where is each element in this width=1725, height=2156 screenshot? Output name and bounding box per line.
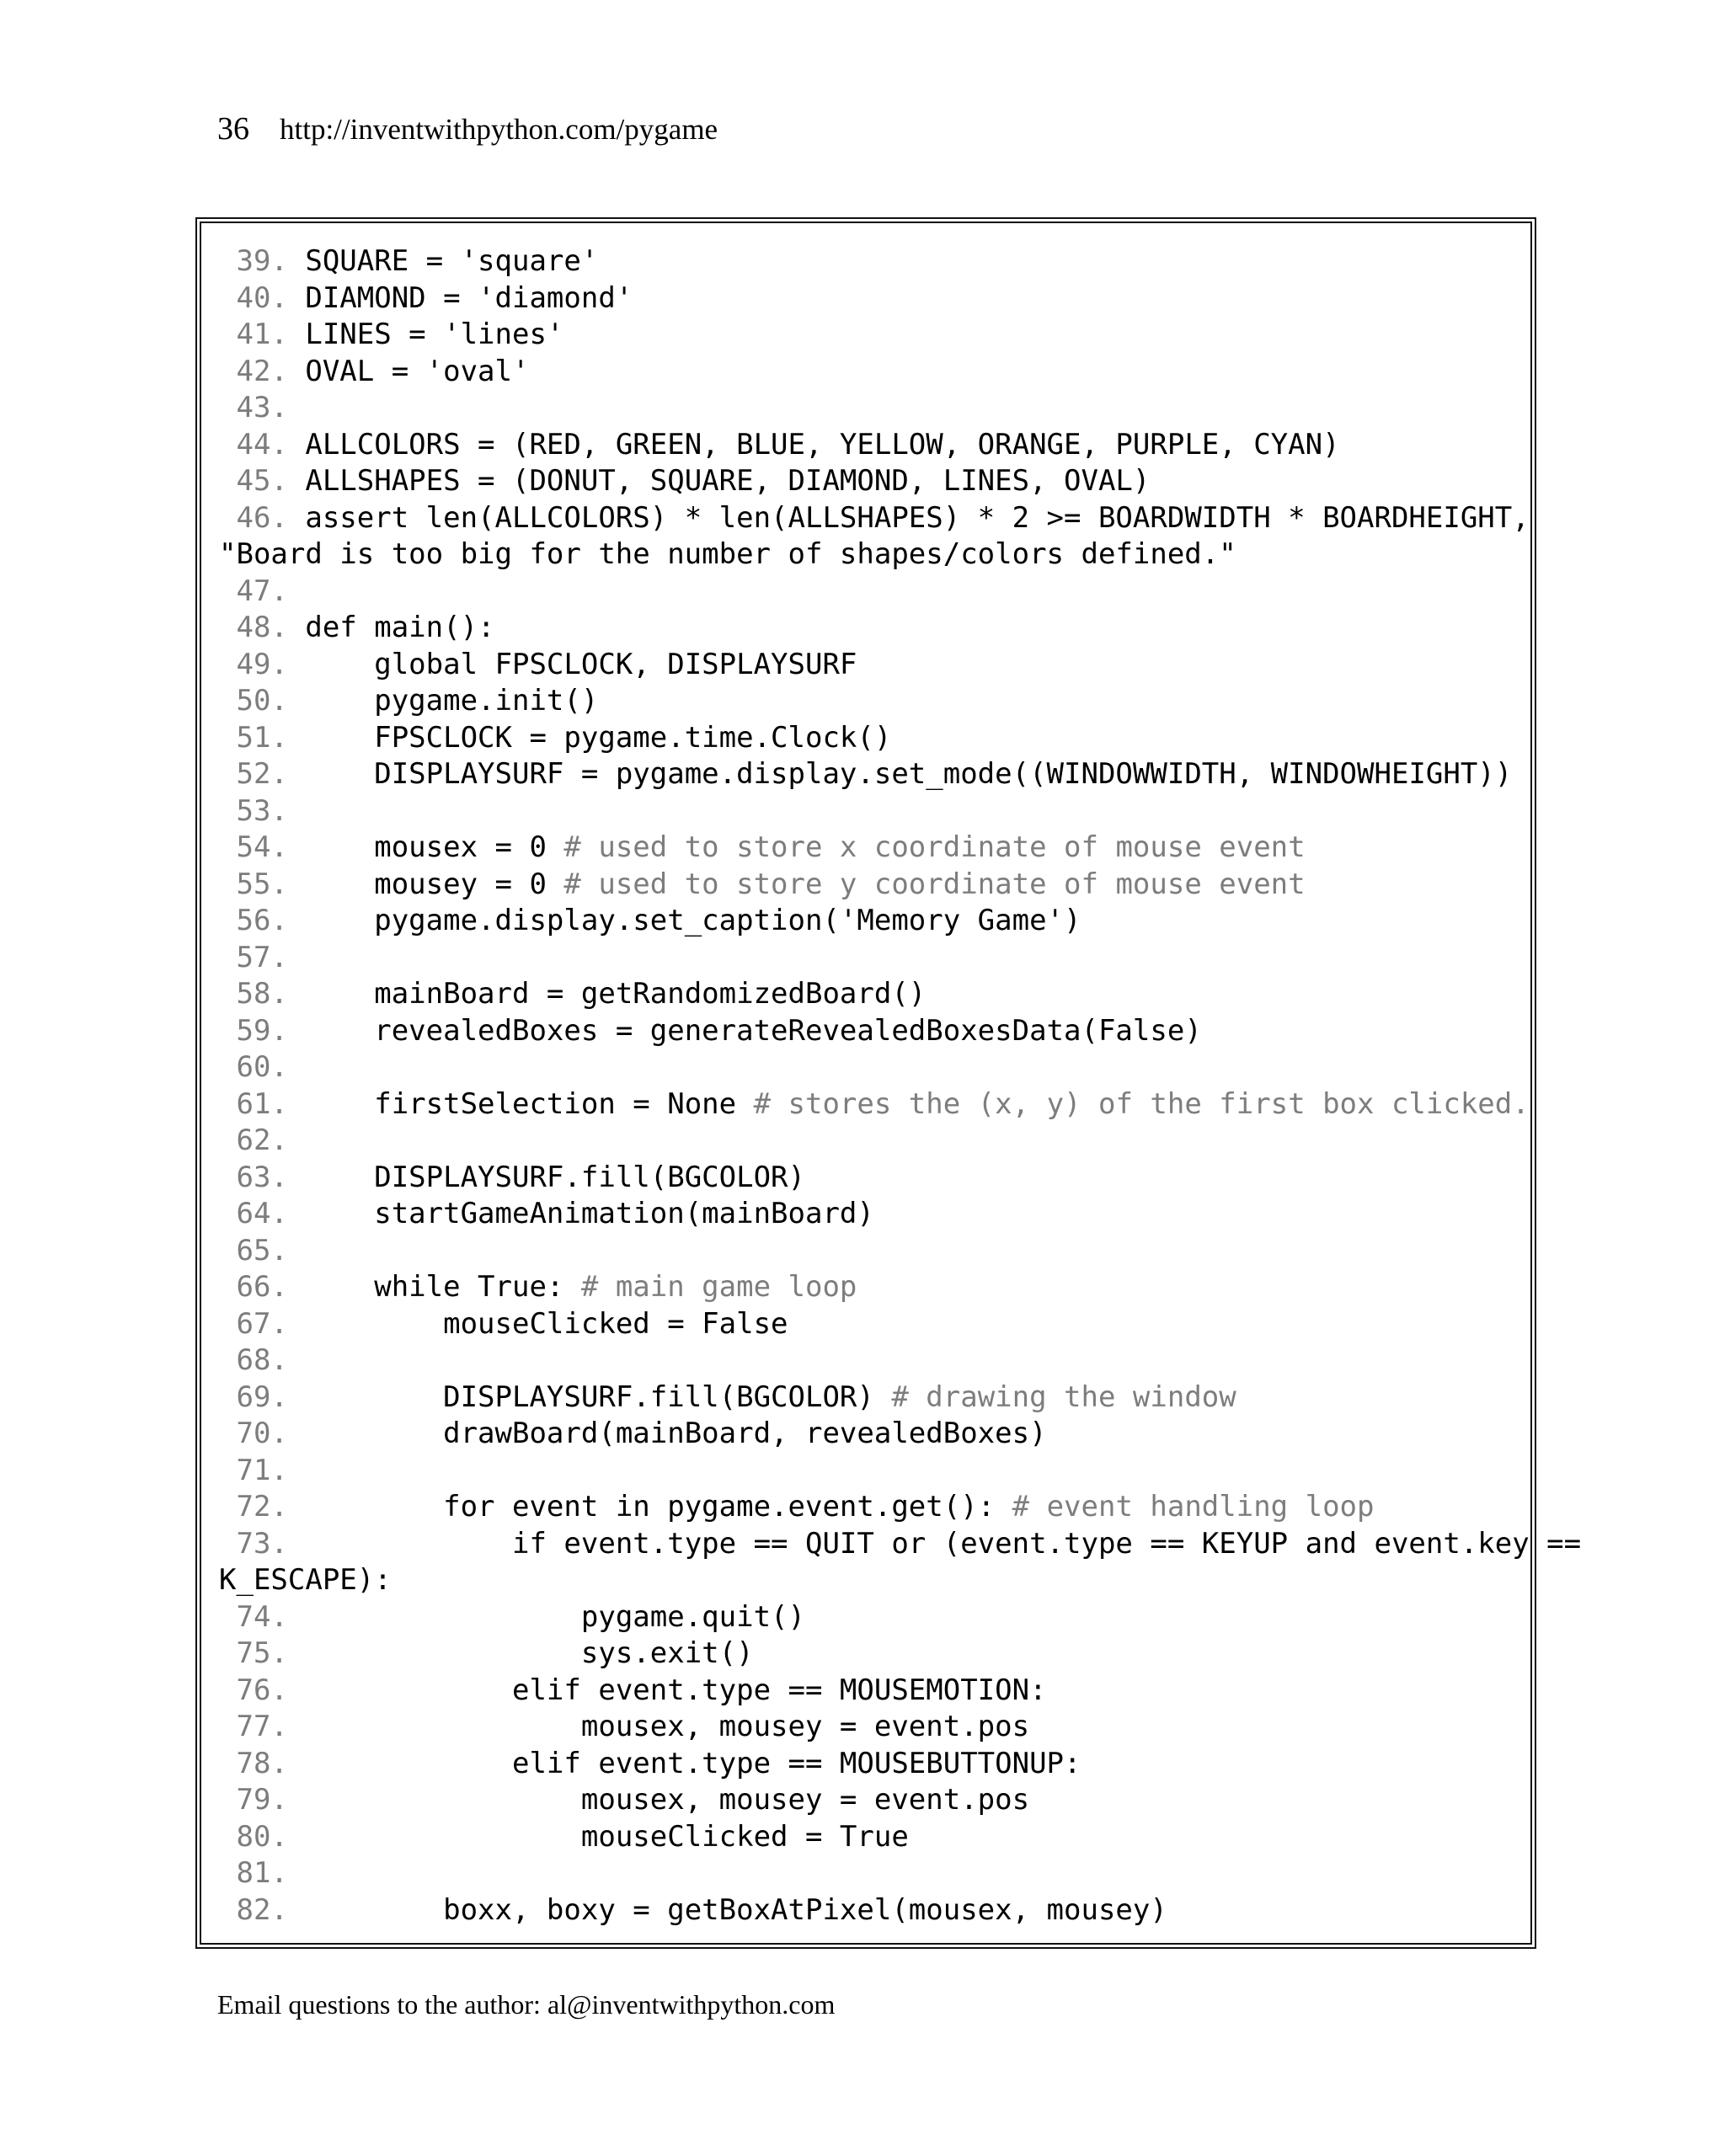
line-number: 76.: [219, 1673, 306, 1707]
code-text: LINES = 'lines': [305, 318, 564, 351]
line-number: 40.: [219, 280, 306, 315]
code-line: [219, 243, 1508, 280]
line-number: 53.: [219, 793, 306, 828]
code-line-continuation: [219, 1562, 1508, 1599]
code-text: pygame.quit(): [305, 1599, 805, 1634]
line-number: 57.: [219, 940, 306, 974]
code-text: ALLSHAPES = (DONUT, SQUARE, DIAMOND, LINES, OVAL): [305, 464, 1151, 498]
code-line: [219, 574, 1508, 611]
code-comment: # used to store x coordinate of mouse event: [563, 830, 1306, 864]
line-number: 52.: [219, 757, 306, 791]
line-number: 39.: [219, 244, 306, 278]
code-line: [219, 1233, 1508, 1270]
code-text: elif event.type == MOUSEMOTION:: [305, 1673, 1047, 1707]
code-line: [219, 1086, 1530, 1123]
code-text: if event.type == QUIT or (event.type == KEYUP and event.key ==: [305, 1526, 1582, 1561]
code-line: [219, 1416, 1508, 1453]
code-line: [219, 1746, 1508, 1783]
line-number: 67.: [219, 1306, 306, 1341]
line-number: 70.: [219, 1417, 306, 1450]
code-text: mousex, mousey = event.pos: [305, 1710, 1030, 1743]
code-text: boxx, boxy = getBoxAtPixel(mousex, mousey): [305, 1892, 1167, 1927]
code-line: [219, 1269, 1508, 1306]
code-line: [219, 1489, 1508, 1526]
code-text: SQUARE = 'square': [305, 244, 599, 278]
line-number: 49.: [219, 647, 306, 681]
line-number: 42.: [219, 354, 306, 388]
code-line: [219, 280, 1508, 318]
code-line: [219, 1049, 1508, 1086]
code-text: "Board is too big for the number of shapes/colors defined.": [219, 537, 1236, 571]
code-line: [219, 867, 1508, 904]
code-comment: # used to store y coordinate of mouse event: [563, 867, 1306, 901]
code-text: firstSelection = None: [305, 1086, 754, 1121]
code-line: [219, 1599, 1508, 1636]
code-text: sys.exit(): [305, 1636, 754, 1670]
line-number: 47.: [219, 574, 306, 608]
code-text: ALLCOLORS = (RED, GREEN, BLUE, YELLOW, ORANGE, PURPLE, CYAN): [305, 427, 1340, 462]
code-line: [219, 1342, 1508, 1380]
line-number: 78.: [219, 1746, 306, 1780]
code-text: elif event.type == MOUSEBUTTONUP:: [305, 1746, 1081, 1780]
code-text: K_ESCAPE):: [219, 1563, 392, 1597]
line-number: 79.: [219, 1783, 306, 1817]
code-text: drawBoard(mainBoard, revealedBoxes): [305, 1417, 1047, 1450]
code-text: mousex, mousey = event.pos: [305, 1783, 1030, 1817]
code-line: [219, 1453, 1508, 1490]
code-line: [219, 1892, 1508, 1929]
code-listing: [219, 243, 1582, 1929]
code-line-continuation: [219, 536, 1508, 574]
line-number: 64.: [219, 1197, 306, 1230]
line-number: 46.: [219, 500, 306, 535]
code-text: startGameAnimation(mainBoard): [305, 1197, 874, 1230]
code-listing-frame: [200, 221, 1582, 1945]
code-text: OVAL = 'oval': [305, 354, 530, 388]
line-number: 65.: [219, 1233, 306, 1267]
line-number: 50.: [219, 684, 306, 718]
code-line: [219, 793, 1508, 830]
code-line: [219, 976, 1508, 1013]
line-number: 51.: [219, 720, 306, 755]
code-line: [219, 1306, 1508, 1343]
line-number: 80.: [219, 1819, 306, 1854]
code-line: [219, 1673, 1508, 1710]
code-text: while True:: [305, 1270, 581, 1304]
code-text: DISPLAYSURF.fill(BGCOLOR): [305, 1160, 805, 1194]
code-line: [219, 756, 1513, 793]
code-text: mouseClicked = True: [305, 1819, 909, 1854]
line-number: 66.: [219, 1270, 306, 1304]
line-number: 62.: [219, 1123, 306, 1157]
code-line: [219, 1855, 1508, 1892]
header-url: http://inventwithpython.com/pygame: [280, 113, 718, 146]
code-line: [219, 1380, 1508, 1417]
line-number: 69.: [219, 1380, 306, 1414]
code-text: mousey = 0: [305, 867, 564, 901]
page-number: 36: [217, 111, 249, 147]
code-text: mainBoard = getRandomizedBoard(): [305, 977, 927, 1011]
code-text: assert len(ALLCOLORS) * len(ALLSHAPES) * 2 >= BOARDWIDTH * BOARDHEIGHT,: [305, 500, 1530, 535]
line-number: 54.: [219, 830, 306, 864]
code-line: [219, 1709, 1508, 1746]
line-number: 74.: [219, 1599, 306, 1634]
code-line: [219, 354, 1508, 391]
line-number: 60.: [219, 1050, 306, 1084]
line-number: 72.: [219, 1490, 306, 1524]
code-line: [219, 463, 1508, 500]
code-line: [219, 1013, 1508, 1050]
line-number: 82.: [219, 1892, 306, 1927]
code-line: [219, 500, 1530, 537]
code-text: mouseClicked = False: [305, 1306, 788, 1341]
code-line: [219, 317, 1508, 354]
code-text: def main():: [305, 611, 495, 644]
code-line: [219, 427, 1508, 464]
code-comment: # event handling loop: [1012, 1490, 1375, 1524]
page-footer: Email questions to the author: al@inventwithpython.com: [217, 1989, 836, 2020]
line-number: 58.: [219, 977, 306, 1011]
code-line: [219, 1123, 1508, 1160]
code-line: [219, 1196, 1508, 1233]
code-line: [219, 720, 1508, 757]
code-text: DISPLAYSURF.fill(BGCOLOR): [305, 1380, 892, 1414]
code-text: FPSCLOCK = pygame.time.Clock(): [305, 720, 892, 755]
line-number: 77.: [219, 1710, 306, 1743]
line-number: 44.: [219, 427, 306, 462]
line-number: 73.: [219, 1526, 306, 1561]
code-line: [219, 1782, 1508, 1819]
code-line: [219, 1160, 1508, 1197]
line-number: 81.: [219, 1856, 306, 1890]
line-number: 75.: [219, 1636, 306, 1670]
code-line: [219, 683, 1508, 720]
code-line: [219, 647, 1508, 684]
code-line: [219, 903, 1508, 940]
line-number: 41.: [219, 318, 306, 351]
code-line: [219, 610, 1508, 647]
code-text: DIAMOND = 'diamond': [305, 280, 633, 315]
code-line: [219, 1819, 1508, 1856]
code-text: DISPLAYSURF = pygame.display.set_mode((WINDOWWIDTH, WINDOWHEIGHT)): [305, 757, 1513, 791]
code-comment: # stores the (x, y) of the first box clicked.: [753, 1086, 1530, 1121]
code-text: pygame.display.set_caption('Memory Game'): [305, 904, 1081, 937]
line-number: 45.: [219, 464, 306, 498]
line-number: 48.: [219, 611, 306, 644]
code-line: [219, 940, 1508, 977]
code-line: [219, 390, 1508, 427]
line-number: 61.: [219, 1086, 306, 1121]
code-line: [219, 830, 1508, 867]
line-number: 43.: [219, 391, 306, 424]
line-number: 71.: [219, 1453, 306, 1487]
code-text: global FPSCLOCK, DISPLAYSURF: [305, 647, 857, 681]
code-text: pygame.init(): [305, 684, 599, 718]
code-text: revealedBoxes = generateRevealedBoxesData(False): [305, 1013, 1202, 1048]
code-listing-box: [195, 217, 1582, 1949]
code-line: [219, 1526, 1582, 1563]
page-header: [217, 108, 718, 151]
code-text: for event in pygame.event.get():: [305, 1490, 1012, 1524]
line-number: 68.: [219, 1343, 306, 1377]
line-number: 59.: [219, 1013, 306, 1048]
line-number: 63.: [219, 1160, 306, 1194]
code-comment: # main game loop: [580, 1270, 857, 1304]
code-line: [219, 1636, 1508, 1673]
code-text: mousex = 0: [305, 830, 564, 864]
line-number: 55.: [219, 867, 306, 901]
code-comment: # drawing the window: [891, 1380, 1236, 1414]
line-number: 56.: [219, 904, 306, 937]
